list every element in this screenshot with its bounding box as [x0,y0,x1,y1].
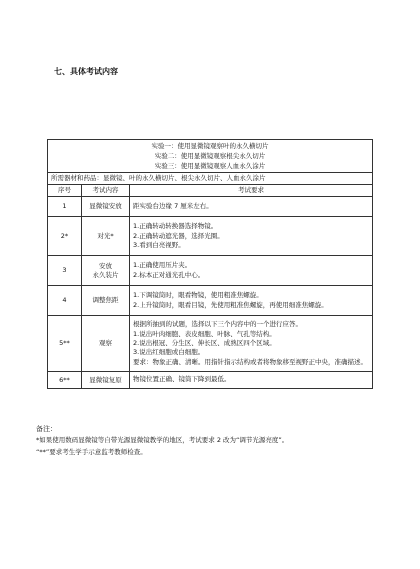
header-content: 考试内容 [82,184,130,196]
table-row [48,316,373,372]
content-line: 调整焦距 [92,296,119,305]
requirement-line: 1.正确转动转换器选择物镜。 [133,222,218,231]
experiment-2: 实验二：使用显微镜观察根尖永久切片 [154,152,266,161]
materials-cell: 所需器材和药品：显微镜、叶的永久横切片、根尖永久切片、人血永久涂片 [48,173,373,185]
requirement-line: 1.下调镜筒时，眼看物镜，使用粗准焦螺旋。 [133,291,263,300]
exam-table [47,139,373,389]
row-number: 3 [48,256,82,286]
note-line-1: *如果使用数码显微镜等自带光源显微镜教学的地区，考试要求 2 改为“调节光源亮度”。 [36,436,289,445]
requirement-line: 2.正确转动遮光器，选择光圈。 [133,231,224,240]
requirement-line: 要求：物象正确、清晰。用指针指示结构或者将物象移至视野正中央，准确描述。 [133,357,367,366]
content-line: 安放 [99,262,112,271]
requirement-line: 2.说出根冠、分生区、伸长区、成熟区四个区域。 [133,338,276,347]
row-requirement [130,256,373,286]
requirement-line: 物镜位置正确、镜筒下降到最低。 [133,375,231,384]
row-requirement [130,316,373,372]
row-number: 6** [48,372,82,388]
content-line: 永久装片 [92,270,119,279]
requirement-line: 2.标本正对通光孔中心。 [133,270,205,279]
content-line: 显微镜安放 [89,202,122,211]
row-content [82,316,130,372]
experiments-cell [48,140,373,173]
requirement-line: 2.上升镜筒时，眼看目镜，先使用粗准焦螺旋，再使用细准焦螺旋。 [133,300,328,309]
header-row [48,184,373,196]
row-content [82,196,130,216]
table-row [48,196,373,216]
note-line-2: “**”要求考生学手示意监考教师检查。 [36,447,147,456]
table-row [48,256,373,286]
content-line: 观察 [99,339,112,348]
experiment-3: 实验三：使用显微镜观察人血永久涂片 [154,162,266,171]
requirement-line: 3.说出红细胞或白细胞。 [133,348,205,357]
row-number: 5** [48,316,82,372]
notes-block [36,423,288,458]
experiment-1: 实验一：使用显微镜观察叶的永久横切片 [151,142,269,150]
row-requirement [130,286,373,316]
materials-row [48,173,373,185]
content-line: 对光* [97,231,114,240]
requirement-line: 距实验台边缘 7 厘米左右。 [133,201,213,210]
notes-heading: 备注： [36,425,57,433]
row-requirement [130,217,373,256]
row-number: 1 [48,196,82,216]
requirement-line: 3.看到白亮视野。 [133,240,185,249]
header-no: 序号 [48,184,82,196]
row-number: 4 [48,286,82,316]
content-line: 显微镜复原 [89,375,122,384]
row-requirement [130,372,373,388]
section-title: 七、具体考试内容 [54,67,118,76]
row-content [82,286,130,316]
table-row [48,286,373,316]
experiments-row [48,140,373,173]
requirement-line: 1.正确使用压片夹。 [133,261,192,270]
table-row [48,372,373,388]
row-content [82,372,130,388]
row-number: 2* [48,217,82,256]
header-requirement: 考试要求 [130,184,373,196]
row-content [82,256,130,286]
table-row [48,217,373,256]
row-content [82,217,130,256]
requirement-line: 1.说出叶肉细胞、表皮细胞、叶脉、气孔等结构。 [133,329,276,338]
requirement-line: 根据所抽到的试题，选择以下三个内容中的一个进行应答。 [133,320,302,329]
row-requirement [130,196,373,216]
